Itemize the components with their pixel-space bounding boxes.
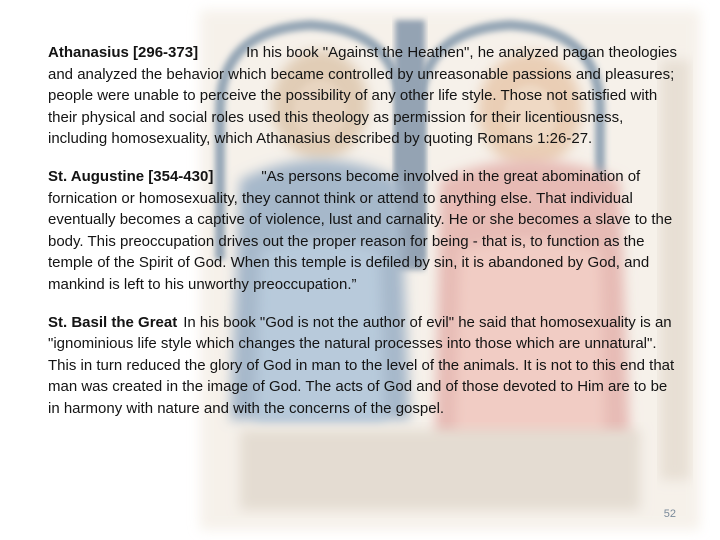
paragraph-text: In his book "Against the Heathen", he analyzed pagan theologies and analyzed the behavior which became controlled by unreasonable passions and pleasures; people were unable to perceive the possibility of any other life style. Those not satisfied with their physical and social roles used this theology as permission for their licentiousness, including homosexuality, which Athanasius described by quoting Romans 1:26-27.: [48, 44, 678, 148]
paragraph-author-name: St. Basil the Great: [48, 313, 178, 331]
paragraph-athanasius: [48, 42, 678, 150]
page-number: 52: [663, 508, 676, 520]
slide-body: [48, 42, 678, 436]
paragraph-author-name: St. Augustine [354-430]: [48, 167, 214, 185]
paragraph-augustine: [48, 166, 678, 296]
paragraph-author-name: Athanasius [296-373]: [48, 44, 199, 61]
paragraph-text: "As persons become involved in the great abomination of fornication or homosexuality, they cannot think or attend to anything else. That individual eventually becomes a captive of violence, lust and carnality. He or she becomes a slave to the body. This preoccupation drives out the proper reason for being - that is, to function as the temple of the Spirit of God. When this temple is defiled by sin, it is abandoned by God, and mankind is left to his unworthy preoccupation.”: [48, 167, 673, 293]
paragraph-text: In his book "God is not the author of evil" he said that homosexuality is an "ignominious life style which changes the natural processes into those which are unnatural". This in turn reduced the glory of God in man to the level of the animals. It is not to this end that man was created in the image of God. The acts of God and of those devoted to Him are to be in harmony with nature and with the concerns of the gospel.: [48, 313, 675, 417]
paragraph-basil: [48, 312, 678, 420]
